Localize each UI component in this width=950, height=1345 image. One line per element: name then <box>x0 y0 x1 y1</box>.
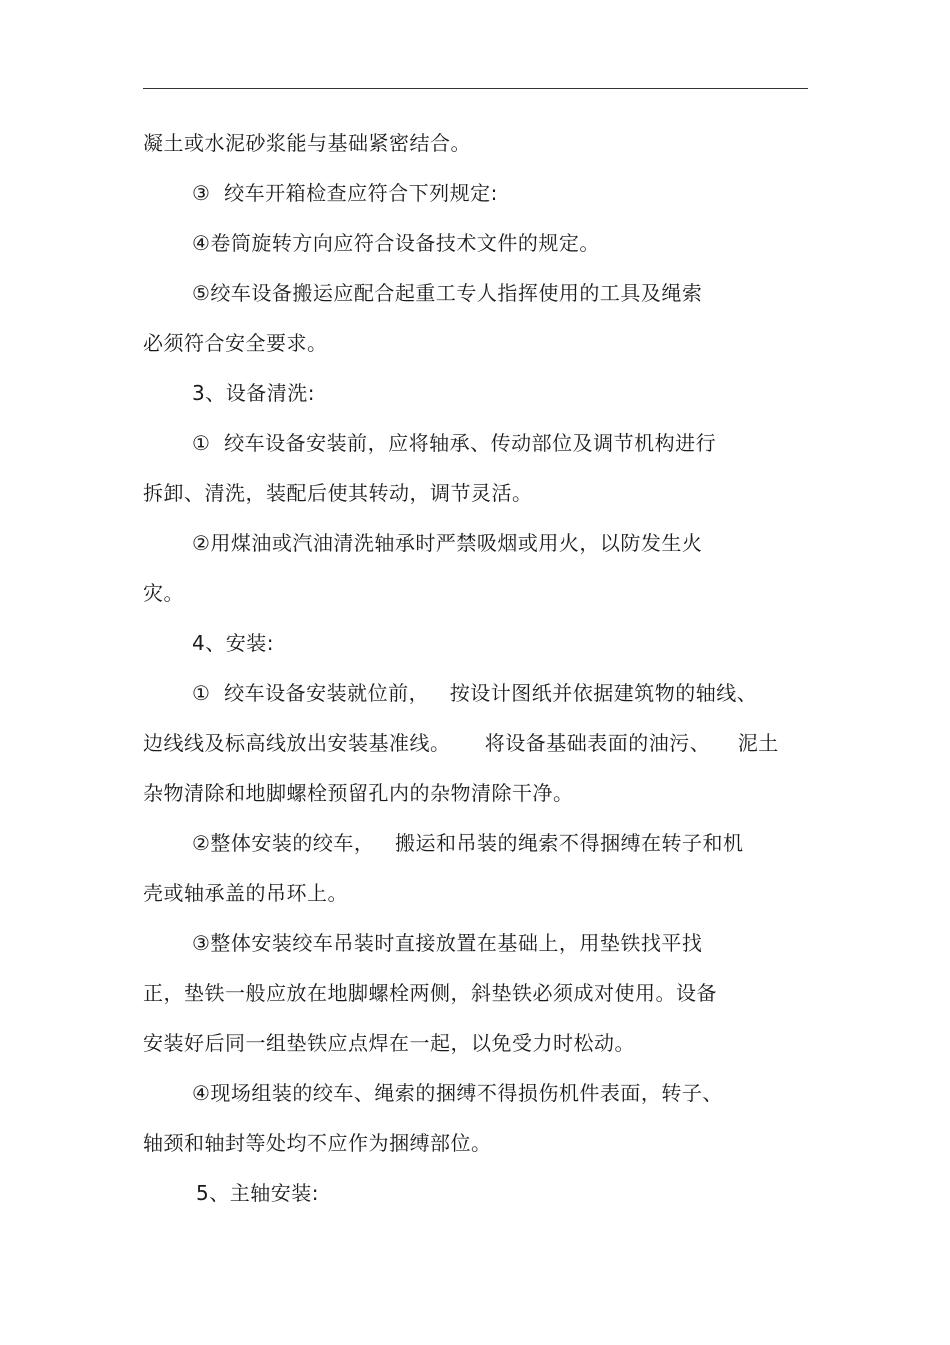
text-line: 壳或轴承盖的吊环上。 <box>143 881 348 905</box>
section-heading: 3、设备清洗: <box>192 381 315 405</box>
text-line: 正，垫铁一般应放在地脚螺栓两侧，斜垫铁必须成对使用。设备 <box>143 981 717 1005</box>
text-line: ②整体安装的绞车， 搬运和吊装的绳索不得捆缚在转子和机 <box>192 831 744 855</box>
text-line: ① 绞车设备安装就位前， 按设计图纸并依据建筑物的轴线、 <box>192 681 758 705</box>
text-line: ③ 绞车开箱检查应符合下列规定: <box>192 181 498 205</box>
text-line: 安装好后同一组垫铁应点焊在一起，以免受力时松动。 <box>143 1031 635 1055</box>
header-rule <box>143 88 808 89</box>
text-line: 边线线及标高线放出安装基准线。 将设备基础表面的油污、 泥土 <box>143 731 779 755</box>
text-line: 轴颈和轴封等处均不应作为捆缚部位。 <box>143 1131 492 1155</box>
text-line: 杂物清除和地脚螺栓预留孔内的杂物清除干净。 <box>143 781 574 805</box>
text-line: 灾。 <box>143 581 184 605</box>
text-line: ④卷筒旋转方向应符合设备技术文件的规定。 <box>192 231 600 255</box>
section-heading: 4、安装: <box>192 631 274 655</box>
section-heading: 5、主轴安装: <box>196 1181 319 1205</box>
text-line: ⑤绞车设备搬运应配合起重工专人指挥使用的工具及绳索 <box>192 281 703 305</box>
text-line: ① 绞车设备安装前，应将轴承、传动部位及调节机构进行 <box>192 431 717 455</box>
text-line: ②用煤油或汽油清洗轴承时严禁吸烟或用火，以防发生火 <box>192 531 703 555</box>
text-line: 必须符合安全要求。 <box>143 331 328 355</box>
text-line: 拆卸、清洗，装配后使其转动，调节灵活。 <box>143 481 533 505</box>
text-line: ④现场组装的绞车、绳索的捆缚不得损伤机件表面，转子、 <box>192 1081 723 1105</box>
text-line: ③整体安装绞车吊装时直接放置在基础上，用垫铁找平找 <box>192 931 703 955</box>
text-line: 凝土或水泥砂浆能与基础紧密结合。 <box>143 131 471 155</box>
